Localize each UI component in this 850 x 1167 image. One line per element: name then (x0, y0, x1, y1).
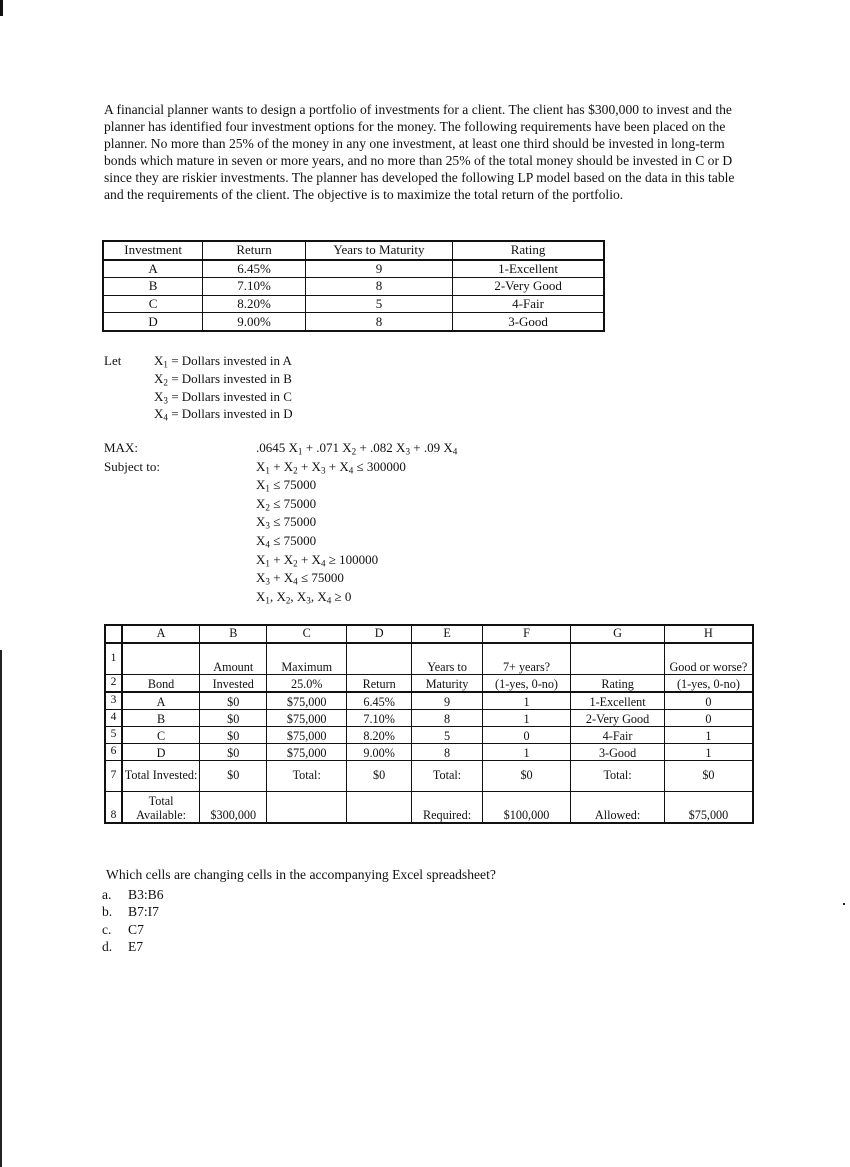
sheet-cell: 1 (482, 692, 571, 710)
sheet-cell: 1 (482, 710, 571, 727)
sheet-cell: Total: (571, 761, 665, 792)
sheet-cell: Maximum (267, 643, 346, 675)
header-cell: Years to Maturity (305, 241, 452, 260)
sheet-cell: 9 (412, 692, 482, 710)
answer-option-c (102, 921, 496, 939)
table-row (103, 313, 604, 331)
constraint: $X_1 \le 75000$ (256, 477, 317, 494)
sheet-cell: 1 (664, 744, 753, 761)
table-row (103, 278, 604, 296)
sheet-cell: $75,000 (267, 744, 346, 761)
sheet-cell: 8.20% (346, 727, 411, 744)
header-cell: Rating (453, 241, 604, 260)
max-label: MAX: (104, 440, 138, 455)
sheet-cell: Invested (200, 675, 267, 693)
problem-intro: A financial planner wants to design a portfolio of investments for a client. The client has $300,000 to invest and the planner has identified four investment options for the money. The following requirements have been placed on the planner. No more than 25% of the money in any one investment, at least one third should be invested in long-term bonds which mature in seven or more years, and no more than 25% of the total money should be invested in C or D since they are riskier investments. The planner has developed the following LP model based on the data in this table and the requirements of the client. The objective is to maximize the total return of the portfolio. (104, 102, 735, 203)
sheet-cell: Return (346, 675, 411, 693)
sheet-row (105, 692, 753, 710)
answer-option-b (102, 903, 496, 921)
sheet-cell: A (122, 692, 199, 710)
constraint: $X_3 \le 75000$ (256, 514, 317, 531)
answer-option-a (102, 886, 496, 904)
row-number: 8 (105, 792, 122, 824)
sheet-cell: 4-Fair (571, 727, 665, 744)
table-cell: 9 (305, 260, 452, 278)
sheet-cell: Allowed: (571, 792, 665, 824)
row-number: 6 (105, 744, 122, 761)
row-number: 7 (105, 761, 122, 792)
option-letter: d. (102, 939, 113, 954)
sheet-cell: $300,000 (200, 792, 267, 824)
column-header: D (346, 625, 411, 643)
variable-line: $X_2$ = Dollars invested in B (154, 370, 292, 388)
table-cell: 8 (305, 313, 452, 331)
answer-options (102, 886, 496, 956)
sheet-cell: $0 (664, 761, 753, 792)
column-header: E (412, 625, 482, 643)
sheet-cell: 8 (412, 744, 482, 761)
sheet-row (105, 761, 753, 792)
sheet-cell: 1-Excellent (571, 692, 665, 710)
sheet-cell: $0 (346, 761, 411, 792)
sheet-cell: $0 (200, 692, 267, 710)
column-header-row (105, 625, 753, 643)
sheet-cell: Total: (267, 761, 346, 792)
sheet-row (105, 643, 753, 675)
option-text: B7:I7 (128, 904, 159, 919)
sheet-row (105, 710, 753, 727)
column-header: F (482, 625, 571, 643)
sheet-cell: D (122, 744, 199, 761)
sheet-cell: 7.10% (346, 710, 411, 727)
sheet-cell: Maturity (412, 675, 482, 693)
sheet-cell (346, 643, 411, 675)
sheet-cell: $100,000 (482, 792, 571, 824)
header-cell: Return (203, 241, 306, 260)
option-text: E7 (128, 939, 144, 954)
constraint: $X_1 + X_2 + X_3 + X_4 \le 300000$ (256, 458, 406, 475)
sheet-cell: Total Invested: (122, 761, 199, 792)
table-row (103, 260, 604, 278)
sheet-cell: 0 (664, 710, 753, 727)
scan-edge-mark (0, 0, 3, 16)
subject-to-label: Subject to: (104, 458, 160, 474)
sheet-cell: $0 (200, 710, 267, 727)
variable-line: $X_3$ = Dollars invested in C (154, 388, 292, 405)
scan-edge-mark (0, 650, 2, 1167)
sheet-cell: 3-Good (571, 744, 665, 761)
sheet-cell: Total Available: (122, 792, 199, 824)
investment-table-header (103, 241, 604, 260)
table-row (103, 295, 604, 313)
sheet-cell: 0 (482, 727, 571, 744)
sheet-cell (122, 643, 199, 675)
row-number: 4 (105, 710, 122, 727)
sheet-cell: 8 (412, 710, 482, 727)
sheet-row (105, 675, 753, 693)
sheet-cell: (1-yes, 0-no) (482, 675, 571, 693)
option-text: B3:B6 (128, 886, 164, 902)
sheet-row (105, 744, 753, 761)
corner-cell (105, 625, 122, 643)
header-cell: Investment (103, 241, 203, 260)
sheet-cell: Total: (412, 761, 482, 792)
answer-option-d (102, 938, 496, 956)
option-letter: c. (102, 921, 112, 937)
investment-table (102, 240, 605, 332)
table-cell: 9.00% (203, 313, 306, 331)
table-cell: 6.45% (203, 260, 306, 278)
sheet-cell: Rating (571, 675, 665, 693)
row-number: 2 (105, 675, 122, 693)
sheet-row (105, 792, 753, 824)
sheet-cell (346, 792, 411, 824)
sheet-cell (571, 643, 665, 675)
sheet-cell: Bond (122, 675, 199, 693)
sheet-cell: $0 (200, 727, 267, 744)
table-cell: 5 (305, 295, 452, 313)
row-number: 3 (105, 692, 122, 710)
sheet-cell: Amount (200, 643, 267, 675)
sheet-cell: Required: (412, 792, 482, 824)
sheet-cell: $0 (200, 744, 267, 761)
question-block (102, 866, 496, 956)
table-cell: D (103, 313, 203, 331)
row-number: 5 (105, 727, 122, 744)
table-cell: B (103, 278, 203, 296)
sheet-cell: $75,000 (267, 727, 346, 744)
row-number: 1 (105, 643, 122, 675)
scan-speck (843, 903, 845, 905)
sheet-cell: $0 (200, 761, 267, 792)
constraint: $X_1$, $X_2$, $X_3$, $X_4 \ge 0$ (256, 588, 352, 606)
table-cell: 2-Very Good (453, 278, 604, 296)
column-header: C (267, 625, 346, 643)
sheet-cell: 0 (664, 692, 753, 710)
sheet-cell: $75,000 (267, 692, 346, 710)
sheet-cell: 9.00% (346, 744, 411, 761)
sheet-cell: 2-Very Good (571, 710, 665, 727)
table-cell: A (103, 260, 203, 278)
sheet-cell: $75,000 (664, 792, 753, 824)
sheet-cell: 25.0% (267, 675, 346, 693)
table-cell: 8 (305, 278, 452, 296)
table-cell: 7.10% (203, 278, 306, 296)
constraint: $X_3 + X_4 \le 75000$ (256, 570, 344, 587)
sheet-cell: 7+ years? (482, 643, 571, 675)
table-cell: 4-Fair (453, 295, 604, 313)
constraint: $X_2 \le 75000$ (256, 495, 317, 513)
sheet-cell: C (122, 727, 199, 744)
option-letter: b. (102, 904, 113, 919)
sheet-cell: 5 (412, 727, 482, 744)
question-text: Which cells are changing cells in the accompanying Excel spreadsheet? (106, 867, 496, 882)
option-letter: a. (102, 886, 112, 902)
option-text: C7 (128, 921, 144, 937)
sheet-cell: 6.45% (346, 692, 411, 710)
excel-spreadsheet (104, 624, 754, 824)
let-label: Let (104, 353, 122, 368)
objective-function: .0645 $X_1 + .071$ $X_2 + .082$ $X_3 + .09$ $X_4$ (256, 440, 458, 457)
table-cell: 3-Good (453, 313, 604, 331)
sheet-cell: B (122, 710, 199, 727)
sheet-cell: (1-yes, 0-no) (664, 675, 753, 693)
constraint: $X_1 + X_2 + X_4 \ge 100000$ (256, 551, 379, 568)
table-cell: 1-Excellent (453, 260, 604, 278)
variable-line: $X_1$ = Dollars invested in A (154, 353, 292, 370)
sheet-row (105, 727, 753, 744)
sheet-cell: $0 (482, 761, 571, 792)
variable-line: $X_4$ = Dollars invested in D (154, 406, 293, 423)
sheet-cell: 1 (664, 727, 753, 744)
table-cell: 8.20% (203, 295, 306, 313)
column-header: G (571, 625, 665, 643)
column-header: A (122, 625, 199, 643)
sheet-cell (267, 792, 346, 824)
column-header: B (200, 625, 267, 643)
constraint: $X_4 \le 75000$ (256, 532, 317, 550)
sheet-cell: Good or worse? (664, 643, 753, 675)
sheet-cell: $75,000 (267, 710, 346, 727)
sheet-cell: 1 (482, 744, 571, 761)
table-cell: C (103, 295, 203, 313)
sheet-cell: Years to (412, 643, 482, 675)
column-header: H (664, 625, 753, 643)
